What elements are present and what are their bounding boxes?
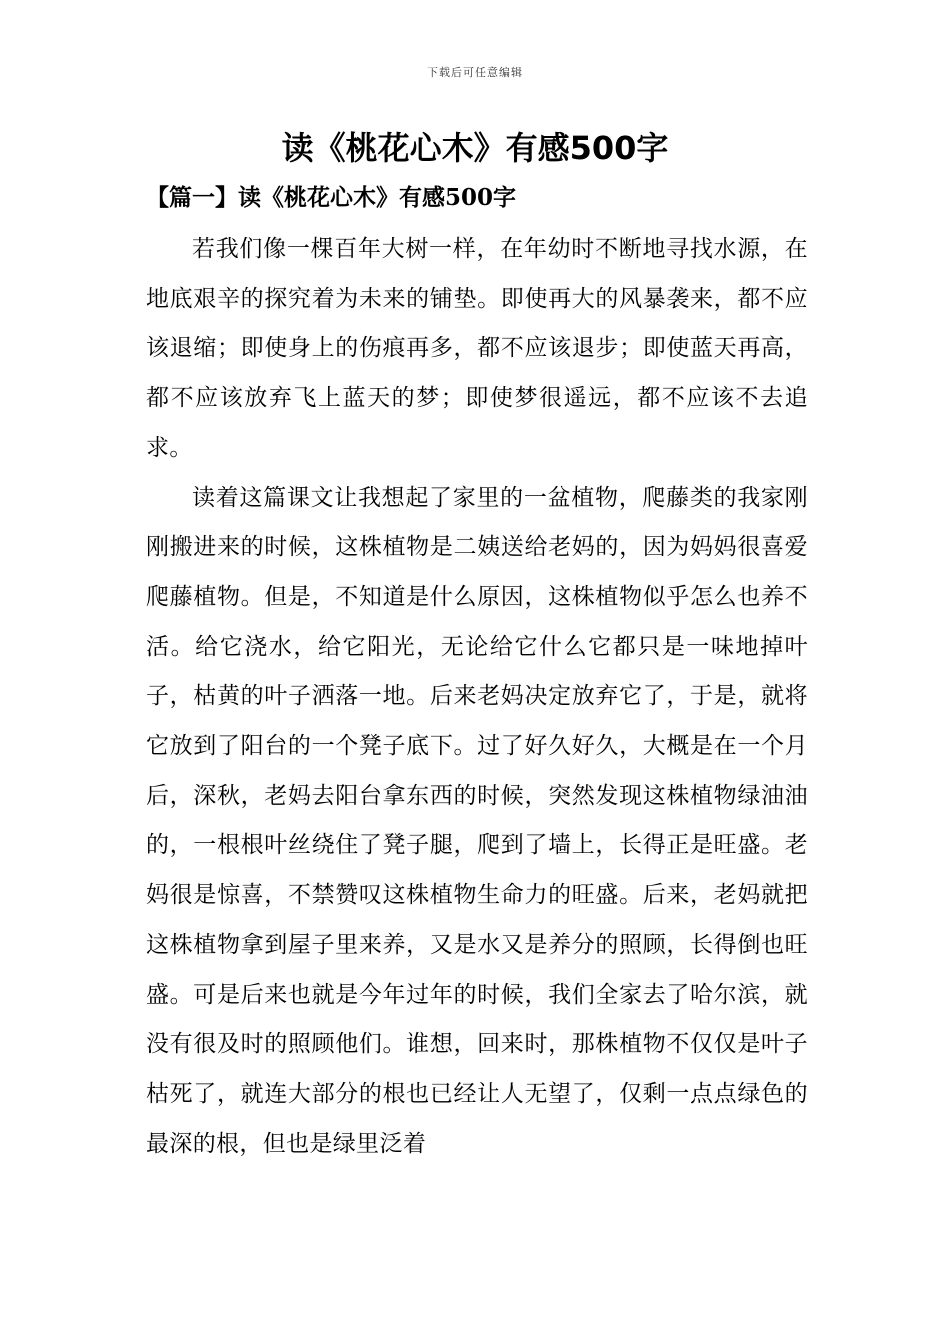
paragraph: 读着这篇课文让我想起了家里的一盆植物，爬藤类的我家刚刚搬进来的时候，这株植物是二姨送给老妈的，因为妈妈很喜爱爬藤植物。但是，不知道是什么原因，这株植物似乎怎么也养不活。给它浇水，给它阳光，无论给它什么它都只是一味地掉叶子，枯黄的叶子洒落一地。后来老妈决定放弃它了，于是，就将它放到了阳台的一个凳子底下。过了好久好久，大概是在一个月后，深秋，老妈去阳台拿东西的时候，突然发现这株植物绿油油的，一根根叶丝绕住了凳子腿，爬到了墙上，长得正是旺盛。老妈很是惊喜，不禁赞叹这株植物生命力的旺盛。后来，老妈就把这株植物拿到屋子里来养，又是水又是养分的照顾，长得倒也旺盛。可是后来也就是今年过年的时候，我们全家去了哈尔滨，就没有很及时的照顾他们。谁想，回来时，那株植物不仅仅是叶子枯死了，就连大部分的根也已经让人无望了，仅剩一点点绿色的最深的根，但也是绿里泛着 — [146, 484, 808, 1157]
document-body — [146, 225, 808, 1169]
header-note: 下载后可任意编辑 — [427, 66, 523, 79]
paragraph: 若我们像一棵百年大树一样，在年幼时不断地寻找水源，在地底艰辛的探究着为未来的铺垫。即使再大的风暴袭来，都不应该退缩；即使身上的伤痕再多，都不应该退步；即使蓝天再高，都不应该放弃飞上蓝天的梦；即使梦很遥远，都不应该不去追求。 — [146, 236, 808, 461]
document-title: 读《桃花心木》有感500字 — [281, 129, 669, 167]
section-heading: 【篇一】读《桃花心木》有感500字 — [146, 184, 517, 211]
